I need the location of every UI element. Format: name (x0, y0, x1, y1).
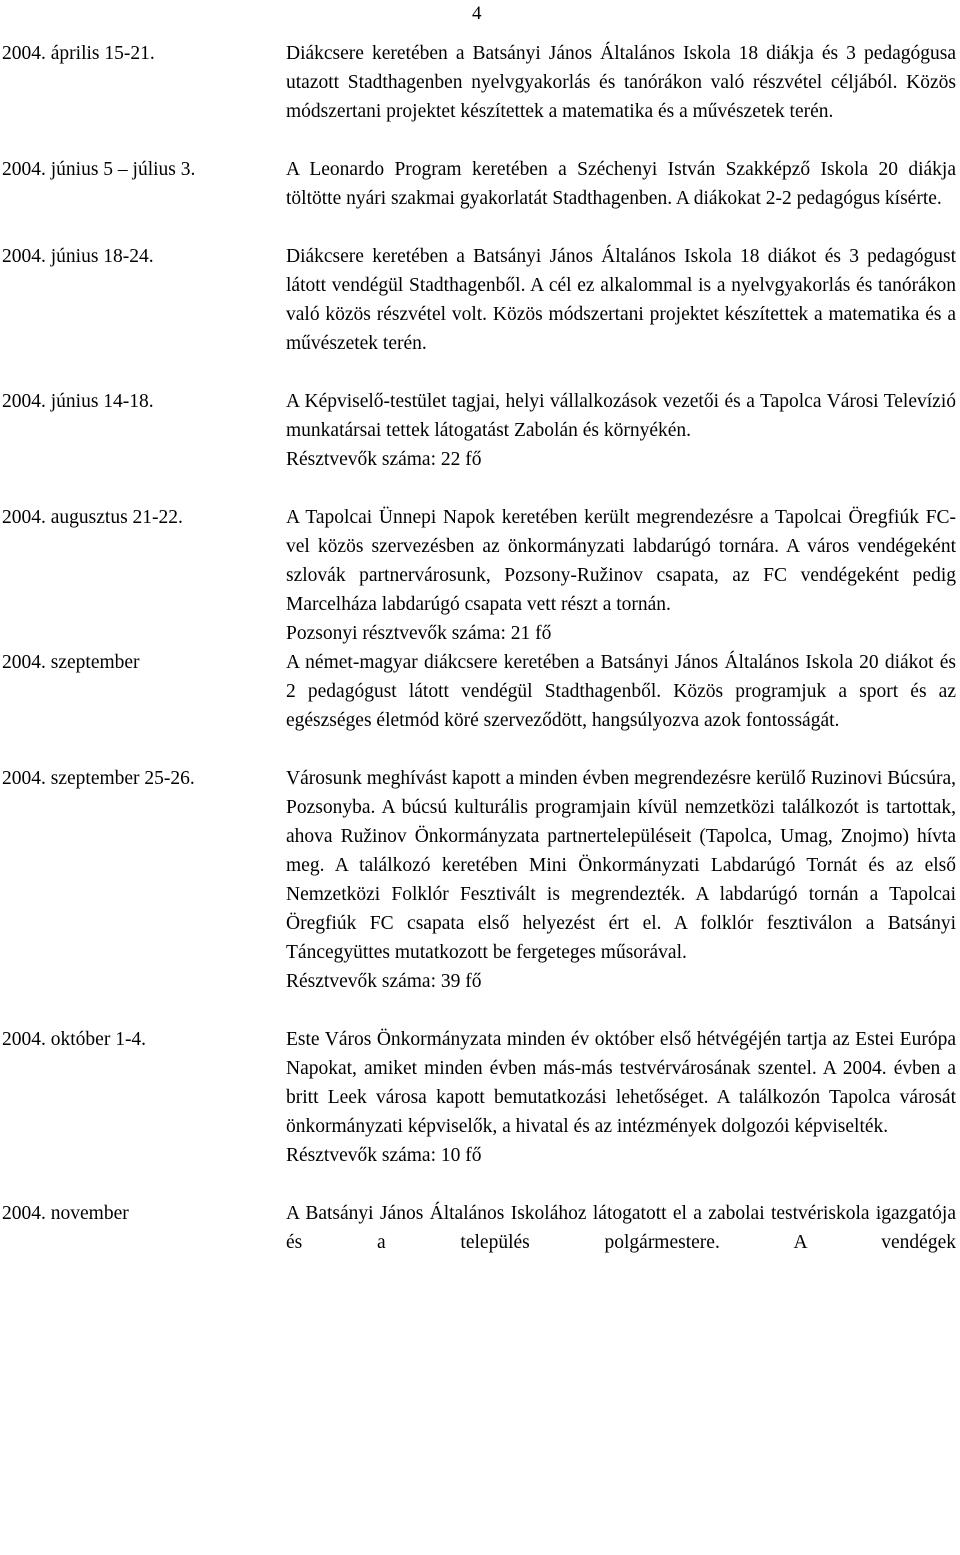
event-body (286, 1025, 956, 1170)
event-body (286, 39, 956, 126)
event-body (286, 503, 956, 648)
event-description: A Tapolcai Ünnepi Napok keretében került megrendezésre a Tapolcai Öregfiúk FC-vel közös szervezésben az önkormányzati labdarúgó tornára. A város vendégeként szlovák partnervárosunk, Pozsony-Ružinov csapata, az FC vendégeként pedig Marcelháza labdarúgó csapata vett részt a tornán. (286, 507, 956, 615)
event-entry (0, 155, 960, 213)
participant-count: Résztvevők száma: 10 fő (286, 1145, 482, 1166)
event-entry (0, 242, 960, 358)
event-date: 2004. június 18-24. (2, 246, 154, 267)
participant-count: Résztvevők száma: 39 fő (286, 971, 482, 992)
event-description: Este Város Önkormányzata minden év október első hétvégéjén tartja az Estei Európa Napokat, amiket minden évben más-más testvérvárosának szentel. A 2004. évben a britt Leek városa kapott bemutatkozási lehetőséget. A találkozón Tapolca városát önkormányzati képviselők, a hivatal és az intézmények dolgozói képviselték. (286, 1029, 956, 1137)
event-entry (0, 1025, 960, 1170)
participant-count: Pozsonyi résztvevők száma: 21 fő (286, 623, 552, 644)
event-description: A német-magyar diákcsere keretében a Batsányi János Általános Iskola 20 diákot és 2 pedagógust látott vendégül Stadthagenből. Közös programjuk a sport és az egészséges életmód köré szerveződött, hangsúlyozva azok fontosságát. (286, 652, 956, 731)
event-body (286, 242, 956, 358)
event-entry (0, 648, 960, 735)
event-body (286, 648, 956, 735)
event-description: A Batsányi János Általános Iskolához látogatott el a zabolai testvériskola igazgatója és a település polgármestere. A vendégek (286, 1203, 956, 1253)
event-entry (0, 503, 960, 648)
event-date: 2004. június 5 – július 3. (2, 159, 196, 180)
event-description: A Leonardo Program keretében a Széchenyi István Szakképző Iskola 20 diákja töltötte nyári szakmai gyakorlatát Stadthagenben. A diákokat 2-2 pedagógus kísérte. (286, 159, 956, 209)
event-date: 2004. június 14-18. (2, 391, 154, 412)
participant-count: Résztvevők száma: 22 fő (286, 449, 482, 470)
event-date: 2004. szeptember 25-26. (2, 768, 195, 789)
event-description: Diákcsere keretében a Batsányi János Általános Iskola 18 diákot és 3 pedagógust látott vendégül Stadthagenből. A cél ez alkalommal is a nyelvgyakorlás és tanórákon való közös részvétel volt. Közös módszertani projektet készítettek a matematika és a művészetek terén. (286, 246, 956, 354)
event-entry (0, 764, 960, 996)
event-description: Városunk meghívást kapott a minden évben megrendezésre kerülő Ruzinovi Búcsúra, Pozsonyba. A búcsú kulturális programjain kívül nemzetközi találkozót is tartottak, ahova Ružinov Önkormányzata partnertelepüléseit (Tapolca, Umag, Znojmo) hívta meg. A találkozó keretében Mini Önkormányzati Labdarúgó Tornát és az első Nemzetközi Folklór Fesztivált is megrendezték. A labdarúgó tornán a Tapolcai Öregfiúk FC csapata első helyezést ért el. A folklór fesztiválon a Batsányi Táncegyüttes mutatkozott be fergeteges műsorával. (286, 768, 956, 963)
event-date: 2004. szeptember (2, 652, 140, 673)
event-date: 2004. október 1-4. (2, 1029, 147, 1050)
page-number: 4 (472, 3, 482, 24)
event-body (286, 387, 956, 474)
event-body (286, 155, 956, 213)
event-description: Diákcsere keretében a Batsányi János Általános Iskola 18 diákja és 3 pedagógusa utazott Stadthagenben nyelvgyakorlás és tanórákon való részvétel céljából. Közös módszertani projektet készítettek a matematika és a művészetek terén. (286, 43, 956, 122)
event-date: 2004. augusztus 21-22. (2, 507, 183, 528)
event-entry (0, 39, 960, 126)
event-body (286, 1199, 956, 1257)
event-entry (0, 1199, 960, 1257)
event-body (286, 764, 956, 996)
event-date: 2004. november (2, 1203, 129, 1224)
event-date: 2004. április 15-21. (2, 43, 155, 64)
event-entry (0, 387, 960, 474)
event-description: A Képviselő-testület tagjai, helyi vállalkozások vezetői és a Tapolca Városi Televízió munkatársai tettek látogatást Zabolán és környékén. (286, 391, 956, 441)
event-list (0, 39, 960, 1257)
